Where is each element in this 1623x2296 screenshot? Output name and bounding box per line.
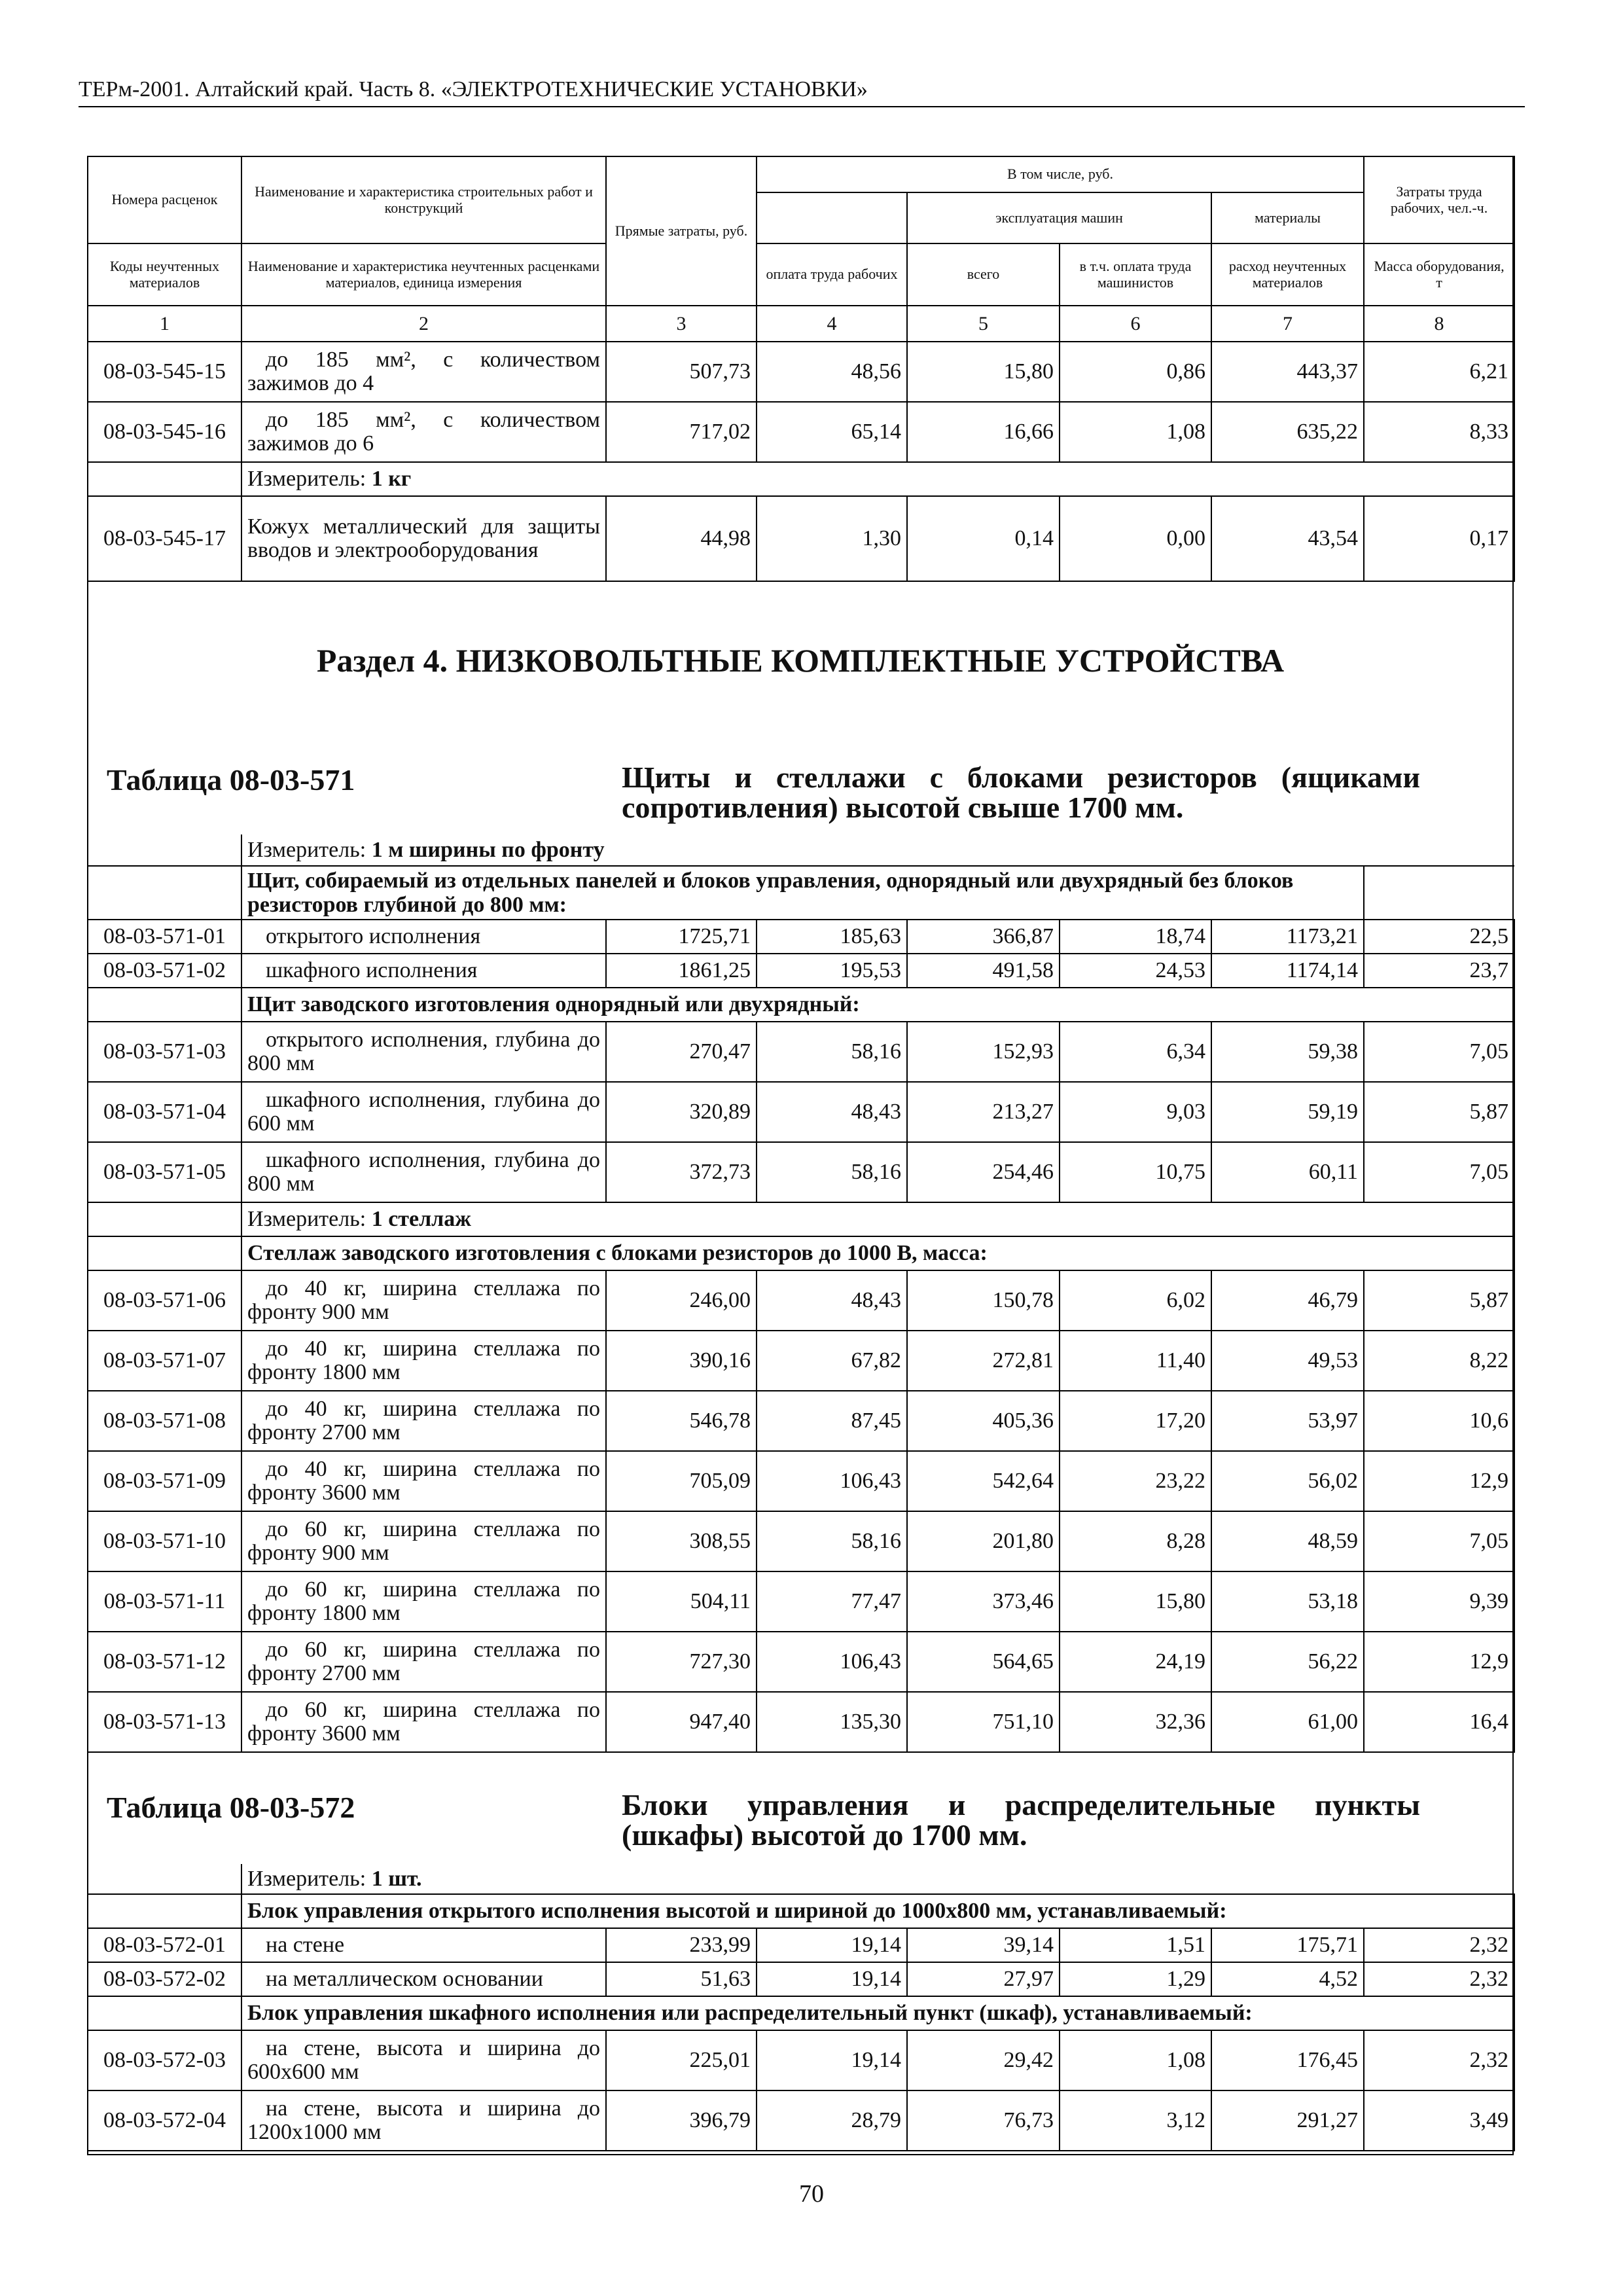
row-value: 7,05 (1364, 1022, 1514, 1082)
table-row (88, 2090, 1514, 2151)
row-name: до 60 кг, ширина стеллажа по фронту 3600 мм (241, 1692, 606, 1752)
row-value: 705,09 (606, 1451, 757, 1511)
row-value: 1,08 (1060, 2030, 1211, 2090)
row-value: 504,11 (606, 1571, 757, 1632)
row-value: 76,73 (907, 2090, 1060, 2151)
table-row (88, 1511, 1514, 1571)
row-value: 751,10 (907, 1692, 1060, 1752)
table-row (88, 1022, 1514, 1082)
row-value: 246,00 (606, 1270, 757, 1331)
row-value: 308,55 (606, 1511, 757, 1571)
row-value: 1174,14 (1211, 954, 1364, 988)
row-value: 24,53 (1060, 954, 1211, 988)
row-value: 19,14 (757, 1962, 907, 1996)
row-name: до 40 кг, ширина стеллажа по фронту 900 мм (241, 1270, 606, 1331)
empty-cell (88, 834, 241, 866)
row-value: 48,56 (757, 342, 907, 402)
row-value: 24,19 (1060, 1632, 1211, 1692)
row-value: 5,87 (1364, 1270, 1514, 1331)
col-header-mass: Масса оборудования, т (1364, 243, 1514, 306)
table-title: Щиты и стеллажи с блоками резисторов (ящиками сопротивления) высотой свыше 1700 мм. (622, 761, 1420, 824)
row-code: 08-03-571-09 (88, 1451, 241, 1511)
row-value: 4,52 (1211, 1962, 1364, 1996)
row-value: 53,18 (1211, 1571, 1364, 1632)
row-name: до 185 мм², с количеством зажимов до 6 (241, 402, 606, 462)
row-value: 28,79 (757, 2090, 907, 2151)
col-header-labor-pay-top (757, 192, 907, 243)
row-value: 0,17 (1364, 496, 1514, 581)
group-heading: Щит, собираемый из отдельных панелей и блоков управления, однорядный или двухрядный без блоков резисторов глубиной до 800 мм: (241, 866, 1364, 920)
empty-cell (88, 866, 241, 920)
table-row (88, 954, 1514, 988)
row-value: 635,22 (1211, 402, 1364, 462)
row-value: 2,32 (1364, 2030, 1514, 2090)
row-value: 390,16 (606, 1331, 757, 1391)
table-number: Таблица 08-03-572 (107, 1791, 355, 1824)
row-value: 27,97 (907, 1962, 1060, 1996)
measure-label: Измеритель: (247, 1207, 366, 1231)
row-value: 372,73 (606, 1142, 757, 1202)
measure-value: 1 м ширины по фронту (371, 837, 605, 862)
row-value: 0,86 (1060, 342, 1211, 402)
row-code: 08-03-572-03 (88, 2030, 241, 2090)
row-name: шкафного исполнения, глубина до 800 мм (241, 1142, 606, 1202)
row-value: 717,02 (606, 402, 757, 462)
table-row (88, 1692, 1514, 1752)
row-name: открытого исполнения, глубина до 800 мм (241, 1022, 606, 1082)
row-value: 2,32 (1364, 1928, 1514, 1962)
row-code: 08-03-545-16 (88, 402, 241, 462)
row-code: 08-03-571-08 (88, 1391, 241, 1451)
table-row (88, 1270, 1514, 1331)
header-table (87, 156, 1515, 582)
row-value: 8,22 (1364, 1331, 1514, 1391)
row-value: 22,5 (1364, 920, 1514, 954)
row-code: 08-03-545-17 (88, 496, 241, 581)
row-value: 176,45 (1211, 2030, 1364, 2090)
row-name: до 185 мм², с количеством зажимов до 4 (241, 342, 606, 402)
page-number: 70 (799, 2180, 824, 2208)
col-header-machines-total: всего (907, 243, 1060, 306)
row-value: 270,47 (606, 1022, 757, 1082)
table-row (88, 2030, 1514, 2090)
row-name: до 40 кг, ширина стеллажа по фронту 2700 мм (241, 1391, 606, 1451)
row-value: 60,11 (1211, 1142, 1364, 1202)
row-value: 15,80 (1060, 1571, 1211, 1632)
row-value: 58,16 (757, 1142, 907, 1202)
col-header-labor-pay: оплата труда рабочих (757, 243, 907, 306)
row-value: 48,59 (1211, 1511, 1364, 1571)
row-value: 44,98 (606, 496, 757, 581)
running-header: ТЕРм-2001. Алтайский край. Часть 8. «ЭЛЕКТРОТЕХНИЧЕСКИЕ УСТАНОВКИ» (79, 77, 868, 101)
row-value: 19,14 (757, 2030, 907, 2090)
row-name: до 40 кг, ширина стеллажа по фронту 1800 мм (241, 1331, 606, 1391)
row-value: 9,39 (1364, 1571, 1514, 1632)
table-row (88, 1082, 1514, 1142)
empty-cell (88, 1864, 241, 1894)
row-code: 08-03-571-05 (88, 1142, 241, 1202)
row-value: 23,7 (1364, 954, 1514, 988)
row-value: 1,29 (1060, 1962, 1211, 1996)
row-value: 6,21 (1364, 342, 1514, 402)
row-value: 373,46 (907, 1571, 1060, 1632)
group-heading: Блок управления открытого исполнения высотой и шириной до 1000х800 мм, устанавливаемый: (241, 1894, 1514, 1928)
empty-cell (88, 1202, 241, 1236)
row-value: 6,02 (1060, 1270, 1211, 1331)
row-value: 43,54 (1211, 496, 1364, 581)
row-value: 396,79 (606, 2090, 757, 2151)
row-value: 0,14 (907, 496, 1060, 581)
measure-label: Измеритель: (247, 1866, 366, 1891)
empty-cell (1364, 866, 1514, 920)
measure-value: 1 кг (371, 467, 412, 491)
row-name: шкафного исполнения (241, 954, 606, 988)
row-name: на стене, высота и ширина до 600х600 мм (241, 2030, 606, 2090)
row-value: 17,20 (1060, 1391, 1211, 1451)
row-value: 564,65 (907, 1632, 1060, 1692)
col-num: 6 (1060, 306, 1211, 342)
col-num: 1 (88, 306, 241, 342)
row-value: 320,89 (606, 1082, 757, 1142)
empty-cell (88, 1236, 241, 1270)
col-header-code: Номера расценок (88, 156, 241, 243)
table-title: Блоки управления и распределительные пункты (шкафы) высотой до 1700 мм. (622, 1788, 1420, 1852)
row-value: 947,40 (606, 1692, 757, 1752)
row-value: 150,78 (907, 1270, 1060, 1331)
measure-label: Измеритель: (247, 467, 366, 491)
row-value: 56,02 (1211, 1451, 1364, 1511)
row-value: 1,30 (757, 496, 907, 581)
row-value: 1861,25 (606, 954, 757, 988)
row-name: на стене (241, 1928, 606, 1962)
row-value: 0,00 (1060, 496, 1211, 581)
row-value: 405,36 (907, 1391, 1060, 1451)
table-row (88, 342, 1514, 402)
table-number: Таблица 08-03-571 (107, 763, 355, 797)
row-value: 58,16 (757, 1511, 907, 1571)
row-value: 507,73 (606, 342, 757, 402)
section-title: Раздел 4. НИЗКОВОЛЬТНЫЕ КОМПЛЕКТНЫЕ УСТРОЙСТВА (316, 642, 1285, 679)
row-value: 39,14 (907, 1928, 1060, 1962)
row-value: 61,00 (1211, 1692, 1364, 1752)
row-value: 59,19 (1211, 1082, 1364, 1142)
row-value: 152,93 (907, 1022, 1060, 1082)
col-header-incl: В том числе, руб. (757, 156, 1364, 192)
row-value: 53,97 (1211, 1391, 1364, 1451)
measure-row (241, 462, 1514, 496)
measure-row (241, 1202, 1514, 1236)
table-row (88, 1928, 1514, 1962)
row-value: 16,66 (907, 402, 1060, 462)
row-value: 106,43 (757, 1632, 907, 1692)
row-value: 233,99 (606, 1928, 757, 1962)
row-value: 51,63 (606, 1962, 757, 1996)
row-value: 1725,71 (606, 920, 757, 954)
row-value: 19,14 (757, 1928, 907, 1962)
row-code: 08-03-571-02 (88, 954, 241, 988)
row-value: 272,81 (907, 1331, 1060, 1391)
col-num: 8 (1364, 306, 1514, 342)
row-value: 3,12 (1060, 2090, 1211, 2151)
group-heading: Щит заводского изготовления однорядный или двухрядный: (241, 988, 1514, 1022)
col-header-machines: эксплуатация машин (907, 192, 1211, 243)
col-header-direct: Прямые затраты, руб. (606, 156, 757, 306)
col-num: 7 (1211, 306, 1364, 342)
row-value: 727,30 (606, 1632, 757, 1692)
row-name: до 60 кг, ширина стеллажа по фронту 2700 мм (241, 1632, 606, 1692)
row-value: 18,74 (1060, 920, 1211, 954)
row-code: 08-03-571-12 (88, 1632, 241, 1692)
table-row (88, 1451, 1514, 1511)
row-code: 08-03-571-06 (88, 1270, 241, 1331)
row-value: 12,9 (1364, 1632, 1514, 1692)
header-rule (79, 106, 1525, 107)
table-row (88, 1142, 1514, 1202)
row-value: 67,82 (757, 1331, 907, 1391)
row-value: 65,14 (757, 402, 907, 462)
row-value: 10,75 (1060, 1142, 1211, 1202)
measure-value: 1 шт. (371, 1866, 422, 1891)
table-row (88, 1632, 1514, 1692)
measure-row (241, 834, 1514, 866)
row-value: 5,87 (1364, 1082, 1514, 1142)
row-code: 08-03-572-02 (88, 1962, 241, 1996)
col-header-labor-hours: Затраты труда рабочих, чел.-ч. (1364, 156, 1514, 243)
row-value: 1,08 (1060, 402, 1211, 462)
row-value: 135,30 (757, 1692, 907, 1752)
table-row (88, 402, 1514, 462)
row-value: 15,80 (907, 342, 1060, 402)
row-value: 106,43 (757, 1451, 907, 1511)
row-code: 08-03-571-07 (88, 1331, 241, 1391)
row-value: 10,6 (1364, 1391, 1514, 1451)
row-code: 08-03-571-11 (88, 1571, 241, 1632)
empty-cell (88, 1894, 241, 1928)
row-value: 491,58 (907, 954, 1060, 988)
row-value: 46,79 (1211, 1270, 1364, 1331)
row-value: 7,05 (1364, 1511, 1514, 1571)
row-value: 49,53 (1211, 1331, 1364, 1391)
row-code: 08-03-545-15 (88, 342, 241, 402)
col-header-code2: Коды неучтенных материалов (88, 243, 241, 306)
row-value: 8,28 (1060, 1511, 1211, 1571)
col-header-name2: Наименование и характеристика неучтенных расценками материалов, единица измерения (241, 243, 606, 306)
row-value: 56,22 (1211, 1632, 1364, 1692)
group-heading: Стеллаж заводского изготовления с блоками резисторов до 1000 В, масса: (241, 1236, 1514, 1270)
col-num: 5 (907, 306, 1060, 342)
row-value: 23,22 (1060, 1451, 1211, 1511)
row-code: 08-03-571-03 (88, 1022, 241, 1082)
empty-cell (88, 1996, 241, 2030)
row-name: на металлическом основании (241, 1962, 606, 1996)
row-value: 7,05 (1364, 1142, 1514, 1202)
table-row (88, 1391, 1514, 1451)
row-value: 195,53 (757, 954, 907, 988)
row-value: 16,4 (1364, 1692, 1514, 1752)
row-value: 254,46 (907, 1142, 1060, 1202)
table-row (88, 1962, 1514, 1996)
row-value: 11,40 (1060, 1331, 1211, 1391)
row-value: 542,64 (907, 1451, 1060, 1511)
row-value: 48,43 (757, 1082, 907, 1142)
table-row (88, 920, 1514, 954)
table-08-03-572 (87, 1864, 1515, 2151)
row-value: 12,9 (1364, 1451, 1514, 1511)
row-value: 48,43 (757, 1270, 907, 1331)
table-row (88, 1571, 1514, 1632)
row-value: 87,45 (757, 1391, 907, 1451)
measure-label: Измеритель: (247, 837, 366, 862)
row-value: 443,37 (1211, 342, 1364, 402)
row-name: открытого исполнения (241, 920, 606, 954)
row-name: до 40 кг, ширина стеллажа по фронту 3600 мм (241, 1451, 606, 1511)
col-header-name: Наименование и характеристика строительных работ и конструкций (241, 156, 606, 243)
row-value: 77,47 (757, 1571, 907, 1632)
row-value: 213,27 (907, 1082, 1060, 1142)
empty-cell (88, 462, 241, 496)
col-header-machines-incl: в т.ч. оплата труда машинистов (1060, 243, 1211, 306)
row-code: 08-03-571-01 (88, 920, 241, 954)
row-name: на стене, высота и ширина до 1200х1000 мм (241, 2090, 606, 2151)
row-value: 225,01 (606, 2030, 757, 2090)
measure-row (241, 1864, 1514, 1894)
table-08-03-571 (87, 834, 1515, 1753)
row-value: 546,78 (606, 1391, 757, 1451)
row-value: 9,03 (1060, 1082, 1211, 1142)
row-value: 29,42 (907, 2030, 1060, 2090)
row-code: 08-03-572-01 (88, 1928, 241, 1962)
row-value: 32,36 (1060, 1692, 1211, 1752)
row-value: 201,80 (907, 1511, 1060, 1571)
col-num: 4 (757, 306, 907, 342)
row-code: 08-03-571-04 (88, 1082, 241, 1142)
group-heading: Блок управления шкафного исполнения или распределительный пункт (шкаф), устанавливаемый: (241, 1996, 1514, 2030)
row-code: 08-03-571-10 (88, 1511, 241, 1571)
col-header-materials2: расход неучтенных материалов (1211, 243, 1364, 306)
row-name: до 60 кг, ширина стеллажа по фронту 900 мм (241, 1511, 606, 1571)
col-num: 3 (606, 306, 757, 342)
measure-value: 1 стеллаж (371, 1207, 471, 1231)
row-value: 366,87 (907, 920, 1060, 954)
row-value: 1,51 (1060, 1928, 1211, 1962)
col-num: 2 (241, 306, 606, 342)
row-code: 08-03-572-04 (88, 2090, 241, 2151)
row-value: 58,16 (757, 1022, 907, 1082)
empty-cell (88, 988, 241, 1022)
row-name: шкафного исполнения, глубина до 600 мм (241, 1082, 606, 1142)
row-name: до 60 кг, ширина стеллажа по фронту 1800 мм (241, 1571, 606, 1632)
row-value: 6,34 (1060, 1022, 1211, 1082)
table-row (88, 1331, 1514, 1391)
row-value: 3,49 (1364, 2090, 1514, 2151)
col-header-materials: материалы (1211, 192, 1364, 243)
row-value: 175,71 (1211, 1928, 1364, 1962)
row-value: 185,63 (757, 920, 907, 954)
row-value: 2,32 (1364, 1962, 1514, 1996)
row-value: 291,27 (1211, 2090, 1364, 2151)
row-value: 8,33 (1364, 402, 1514, 462)
row-code: 08-03-571-13 (88, 1692, 241, 1752)
row-value: 1173,21 (1211, 920, 1364, 954)
row-value: 59,38 (1211, 1022, 1364, 1082)
row-name: Кожух металлический для защиты вводов и электрооборудования (241, 496, 606, 581)
